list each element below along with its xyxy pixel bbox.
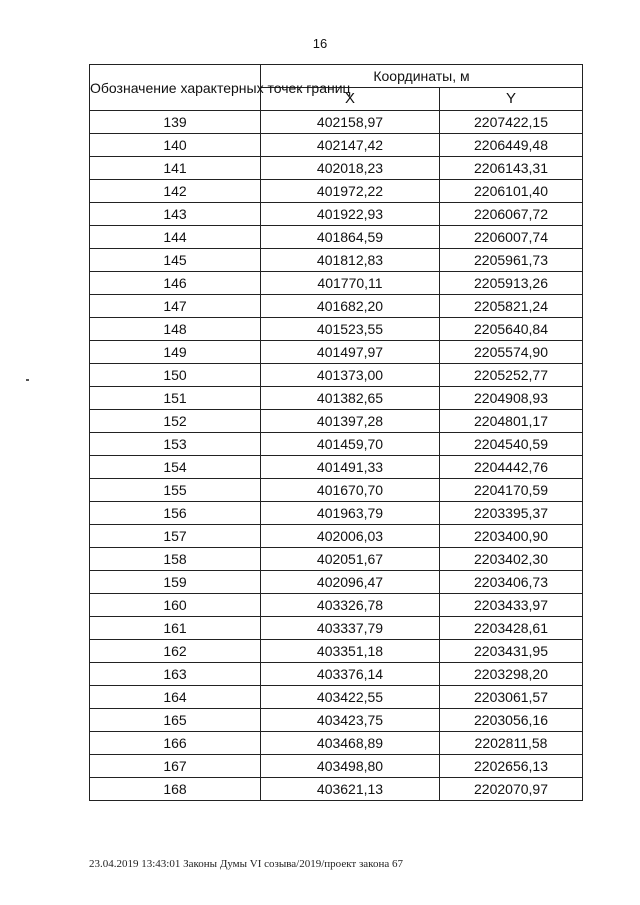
table-row xyxy=(90,295,583,318)
table-row xyxy=(90,180,583,203)
table-row xyxy=(90,594,583,617)
x-coordinate-cell: 403498,80 xyxy=(261,755,440,778)
point-id-cell: 168 xyxy=(90,778,261,801)
x-coordinate-cell: 402158,97 xyxy=(261,111,440,134)
y-coordinate-cell: 2204442,76 xyxy=(440,456,583,479)
x-coordinate-cell: 401373,00 xyxy=(261,364,440,387)
table-row xyxy=(90,272,583,295)
table-row xyxy=(90,502,583,525)
x-coordinate-cell: 402096,47 xyxy=(261,571,440,594)
point-id-cell: 164 xyxy=(90,686,261,709)
point-id-cell: 155 xyxy=(90,479,261,502)
x-coordinate-cell: 403326,78 xyxy=(261,594,440,617)
x-coordinate-cell: 401491,33 xyxy=(261,456,440,479)
point-id-cell: 148 xyxy=(90,318,261,341)
point-id-cell: 162 xyxy=(90,640,261,663)
point-id-cell: 159 xyxy=(90,571,261,594)
x-coordinate-cell: 403423,75 xyxy=(261,709,440,732)
table-row xyxy=(90,226,583,249)
point-id-cell: 161 xyxy=(90,617,261,640)
x-column-header: X xyxy=(261,88,440,111)
x-coordinate-cell: 401864,59 xyxy=(261,226,440,249)
y-coordinate-cell: 2203433,97 xyxy=(440,594,583,617)
table-row xyxy=(90,479,583,502)
x-coordinate-cell: 402147,42 xyxy=(261,134,440,157)
table-row xyxy=(90,410,583,433)
y-coordinate-cell: 2207422,15 xyxy=(440,111,583,134)
table-row xyxy=(90,456,583,479)
x-coordinate-cell: 401497,97 xyxy=(261,341,440,364)
coordinates-table xyxy=(89,64,583,801)
x-coordinate-cell: 401682,20 xyxy=(261,295,440,318)
y-coordinate-cell: 2205961,73 xyxy=(440,249,583,272)
table-row xyxy=(90,341,583,364)
table-row xyxy=(90,157,583,180)
y-coordinate-cell: 2203402,30 xyxy=(440,548,583,571)
table-row xyxy=(90,364,583,387)
table-row xyxy=(90,686,583,709)
table-row xyxy=(90,433,583,456)
point-id-cell: 160 xyxy=(90,594,261,617)
table-body xyxy=(90,111,583,801)
x-coordinate-cell: 402018,23 xyxy=(261,157,440,180)
x-coordinate-cell: 401670,70 xyxy=(261,479,440,502)
margin-mark xyxy=(26,379,29,381)
point-id-cell: 140 xyxy=(90,134,261,157)
y-coordinate-cell: 2205821,24 xyxy=(440,295,583,318)
y-coordinate-cell: 2203061,57 xyxy=(440,686,583,709)
y-coordinate-cell: 2206067,72 xyxy=(440,203,583,226)
y-coordinate-cell: 2203431,95 xyxy=(440,640,583,663)
y-coordinate-cell: 2202070,97 xyxy=(440,778,583,801)
point-id-cell: 150 xyxy=(90,364,261,387)
point-id-cell: 144 xyxy=(90,226,261,249)
x-coordinate-cell: 401397,28 xyxy=(261,410,440,433)
point-id-cell: 165 xyxy=(90,709,261,732)
y-coordinate-cell: 2202656,13 xyxy=(440,755,583,778)
table-row xyxy=(90,778,583,801)
y-coordinate-cell: 2206143,31 xyxy=(440,157,583,180)
table-row xyxy=(90,249,583,272)
table-row xyxy=(90,548,583,571)
table-row xyxy=(90,387,583,410)
point-id-cell: 145 xyxy=(90,249,261,272)
table-row xyxy=(90,640,583,663)
point-id-cell: 153 xyxy=(90,433,261,456)
point-id-cell: 167 xyxy=(90,755,261,778)
x-coordinate-cell: 403621,13 xyxy=(261,778,440,801)
x-coordinate-cell: 401963,79 xyxy=(261,502,440,525)
point-id-cell: 157 xyxy=(90,525,261,548)
table-row xyxy=(90,111,583,134)
x-coordinate-cell: 403422,55 xyxy=(261,686,440,709)
y-coordinate-cell: 2204801,17 xyxy=(440,410,583,433)
table-header xyxy=(90,65,583,111)
table-row xyxy=(90,203,583,226)
y-coordinate-cell: 2203395,37 xyxy=(440,502,583,525)
y-coordinate-cell: 2203298,20 xyxy=(440,663,583,686)
point-id-cell: 154 xyxy=(90,456,261,479)
table-row xyxy=(90,709,583,732)
y-coordinate-cell: 2206007,74 xyxy=(440,226,583,249)
table-row xyxy=(90,755,583,778)
x-coordinate-cell: 401523,55 xyxy=(261,318,440,341)
table-row xyxy=(90,617,583,640)
y-coordinate-cell: 2203406,73 xyxy=(440,571,583,594)
y-coordinate-cell: 2204908,93 xyxy=(440,387,583,410)
point-id-cell: 142 xyxy=(90,180,261,203)
point-id-cell: 152 xyxy=(90,410,261,433)
point-id-cell: 151 xyxy=(90,387,261,410)
y-coordinate-cell: 2206101,40 xyxy=(440,180,583,203)
y-coordinate-cell: 2203056,16 xyxy=(440,709,583,732)
x-coordinate-cell: 403351,18 xyxy=(261,640,440,663)
x-coordinate-cell: 402006,03 xyxy=(261,525,440,548)
x-coordinate-cell: 403337,79 xyxy=(261,617,440,640)
y-column-header: Y xyxy=(440,88,583,111)
point-id-cell: 163 xyxy=(90,663,261,686)
y-coordinate-cell: 2205913,26 xyxy=(440,272,583,295)
page-number: 16 xyxy=(312,36,328,51)
point-id-cell: 149 xyxy=(90,341,261,364)
y-coordinate-cell: 2204170,59 xyxy=(440,479,583,502)
coordinates-header: Координаты, м xyxy=(261,65,583,88)
footer-stamp: 23.04.2019 13:43:01 Законы Думы VI созыва/2019/проект закона 67 xyxy=(89,858,403,870)
x-coordinate-cell: 402051,67 xyxy=(261,548,440,571)
y-coordinate-cell: 2203400,90 xyxy=(440,525,583,548)
x-coordinate-cell: 401972,22 xyxy=(261,180,440,203)
points-column-header: Обозначение характерных точек границ xyxy=(90,65,261,111)
point-id-cell: 139 xyxy=(90,111,261,134)
point-id-cell: 146 xyxy=(90,272,261,295)
table-row xyxy=(90,732,583,755)
x-coordinate-cell: 401922,93 xyxy=(261,203,440,226)
table-row xyxy=(90,571,583,594)
x-coordinate-cell: 401459,70 xyxy=(261,433,440,456)
table-row xyxy=(90,663,583,686)
y-coordinate-cell: 2202811,58 xyxy=(440,732,583,755)
point-id-cell: 141 xyxy=(90,157,261,180)
table-row xyxy=(90,318,583,341)
y-coordinate-cell: 2206449,48 xyxy=(440,134,583,157)
x-coordinate-cell: 403468,89 xyxy=(261,732,440,755)
y-coordinate-cell: 2203428,61 xyxy=(440,617,583,640)
table-row xyxy=(90,525,583,548)
point-id-cell: 166 xyxy=(90,732,261,755)
x-coordinate-cell: 401812,83 xyxy=(261,249,440,272)
x-coordinate-cell: 401382,65 xyxy=(261,387,440,410)
y-coordinate-cell: 2205252,77 xyxy=(440,364,583,387)
y-coordinate-cell: 2205574,90 xyxy=(440,341,583,364)
point-id-cell: 143 xyxy=(90,203,261,226)
x-coordinate-cell: 403376,14 xyxy=(261,663,440,686)
table-row xyxy=(90,134,583,157)
point-id-cell: 158 xyxy=(90,548,261,571)
point-id-cell: 147 xyxy=(90,295,261,318)
point-id-cell: 156 xyxy=(90,502,261,525)
y-coordinate-cell: 2204540,59 xyxy=(440,433,583,456)
x-coordinate-cell: 401770,11 xyxy=(261,272,440,295)
y-coordinate-cell: 2205640,84 xyxy=(440,318,583,341)
